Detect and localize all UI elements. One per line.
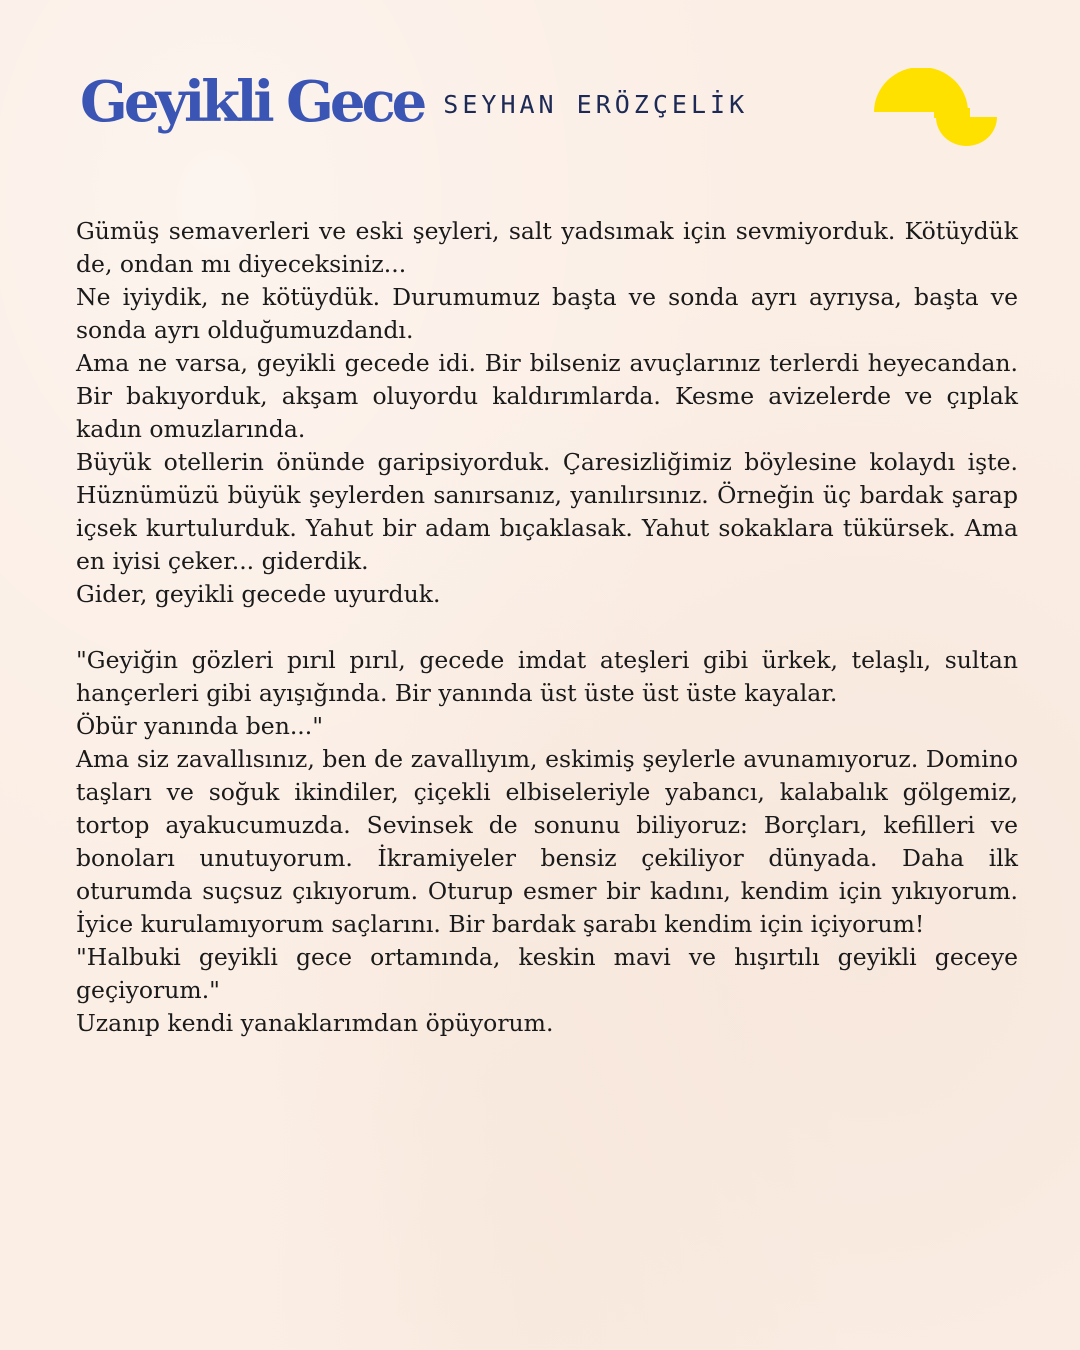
poem-line: Ama ne varsa, geyikli gecede idi. Bir bilseniz avuçlarınız terlerdi heyecandan. Bir bakıyorduk, akşam oluyordu kaldırımlarda. Kesme avizelerde ve çıplak kadın omuzlarında.	[76, 349, 1018, 443]
poem-line: "Geyiğin gözleri pırıl pırıl, gecede imdat ateşleri gibi ürkek, telaşlı, sultan hançerleri gibi ayışığında. Bir yanında üst üste üst üste kayalar.	[76, 646, 1018, 707]
logo-lower-half-circle	[936, 117, 997, 146]
logo-bridge	[934, 108, 970, 118]
poem-line: Ama siz zavallısınız, ben de zavallıyım, eskimiş şeylerle avunamıyoruz. Domino taşları ve soğuk ikindiler, çiçekli elbiseleriyle yabancı, kalabalık gölgemiz, tortop ayakucumuzda. Sevinsek de sonunu biliyoruz: Borçları, kefilleri ve bonoları unutuyorum. İkramiyeler bensiz çekiliyor dünyada. Daha ilk oturumda suçsuz çıkıyorum. Oturup esmer bir kadını, kendim için yıkıyorum. İyice kurulamıyorum saçlarını. Bir bardak şarabı kendim için içiyorum!	[76, 745, 1018, 938]
stanza-break	[76, 611, 1018, 644]
poem-line: Gider, geyikli gecede uyurduk.	[76, 580, 441, 608]
logo-upper-half-circle	[874, 68, 968, 112]
poem-line: Öbür yanında ben..."	[76, 712, 324, 740]
poem-text	[76, 215, 1018, 1040]
poem-line: Büyük otellerin önünde garipsiyorduk. Çaresizliğimiz böylesine kolaydı işte. Hüznümüzü büyük şeylerden sanırsanız, yanılırsınız. Örneğin üç bardak şarap içsek kurtulurduk. Yahut bir adam bıçaklasak. Yahut sokaklara tükürsek. Ama en iyisi çeker... giderdik.	[76, 448, 1018, 575]
poem-line: Gümüş semaverleri ve eski şeyleri, salt yadsımak için sevmiyorduk. Kötüydük de, ondan mı diyeceksiniz...	[76, 217, 1018, 278]
author-name: SEYHAN ERÖZÇELİK	[443, 89, 749, 119]
yellow-sun-logo-icon	[872, 68, 1002, 148]
poem-line: "Halbuki geyikli gece ortamında, keskin mavi ve hışırtılı geyikli geceye geçiyorum."	[76, 943, 1018, 1004]
book-title: Geyikli Gece	[80, 69, 424, 135]
poem-line: Uzanıp kendi yanaklarımdan öpüyorum.	[76, 1009, 554, 1037]
poem-line: Ne iyiydik, ne kötüydük. Durumumuz başta ve sonda ayrı ayrıysa, başta ve sonda ayrı olduğumuzdandı.	[76, 283, 1018, 344]
header	[80, 62, 748, 142]
